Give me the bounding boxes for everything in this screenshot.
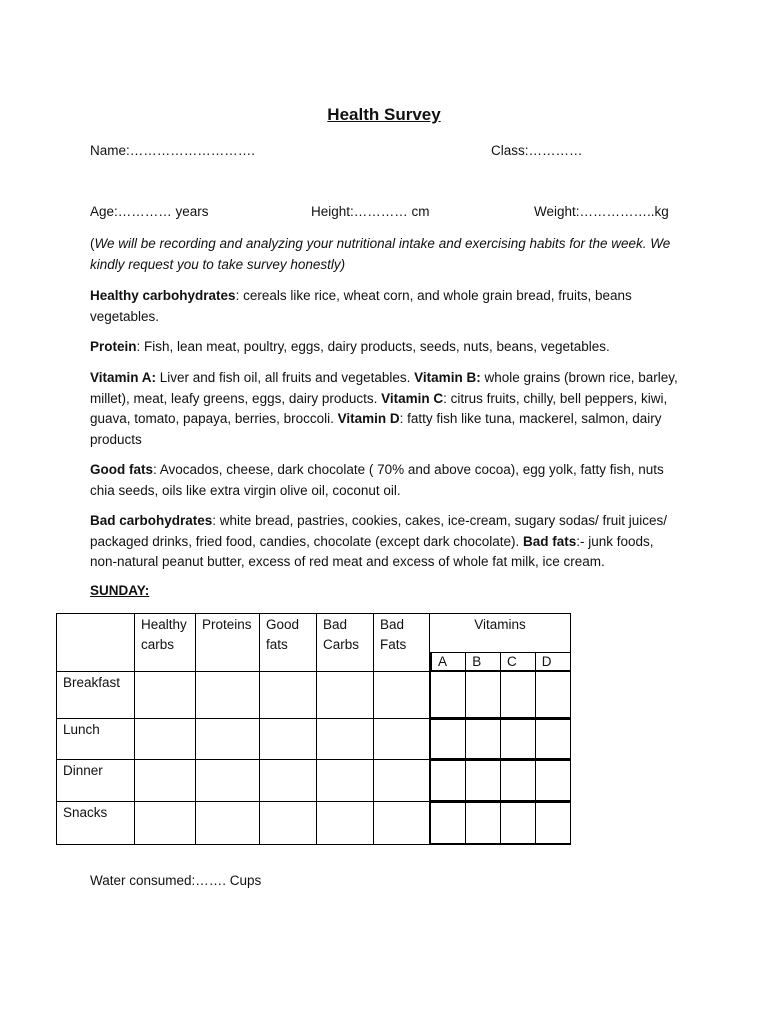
header-label: Bad Carbs xyxy=(323,617,360,652)
nutrition-table xyxy=(56,613,571,845)
row-label-lunch xyxy=(57,719,135,760)
table-cell[interactable] xyxy=(374,672,430,719)
header-healthy-carbs xyxy=(135,614,196,672)
table-cell[interactable] xyxy=(196,802,260,845)
vitamin-d-text: : fatty fish like tuna, mackerel, salmon, dairy products xyxy=(90,411,662,447)
vitamin-b-label: Vitamin B: xyxy=(414,370,481,385)
intro-text: We will be recording and analyzing your nutritional intake and exercising habits for the week. We kindly request you to take survey honestly) xyxy=(90,236,671,272)
vitamin-d-label: Vitamin D xyxy=(337,411,400,426)
vitamin-cell-a[interactable] xyxy=(431,761,466,801)
row-label: Snacks xyxy=(63,805,108,820)
table-cell[interactable] xyxy=(135,760,196,802)
vitamin-cell-a[interactable] xyxy=(431,672,466,718)
vitamin-col-label: C xyxy=(507,654,517,669)
table-cell[interactable] xyxy=(135,802,196,845)
vitamin-cell-b[interactable] xyxy=(465,761,500,801)
table-cell[interactable] xyxy=(317,760,374,802)
vitamin-c-text: : citrus fruits, chilly, bell peppers, kiwi, guava, tomato, papaya, berries, broccoli. xyxy=(90,390,668,426)
healthy-carbs-text: : cereals like rice, wheat corn, and whole grain bread, fruits, beans vegetables. xyxy=(90,288,632,324)
table-row xyxy=(57,760,571,802)
table-cell[interactable] xyxy=(260,672,317,719)
row-label: Breakfast xyxy=(63,675,121,690)
header-label: Proteins xyxy=(202,617,252,632)
intro-paragraph xyxy=(90,234,680,275)
header-proteins xyxy=(196,614,260,672)
vitamin-cell-b[interactable] xyxy=(465,803,500,844)
vitamin-col-label: B xyxy=(472,654,482,669)
vitamin-cells xyxy=(430,719,571,760)
header-bad-carbs xyxy=(317,614,374,672)
vitamin-col-label: A xyxy=(438,654,448,669)
name-field: Name:………………………. xyxy=(90,143,256,158)
table-cell[interactable] xyxy=(196,760,260,802)
good-fats-text: : Avocados, cheese, dark chocolate ( 70% and above cocoa), egg yolk, fatty fish, nuts chia seeds, oils like extra virgin olive oil, coconut oil. xyxy=(90,462,664,498)
vitamin-cell-c[interactable] xyxy=(500,761,535,801)
header-good-fats xyxy=(260,614,317,672)
vitamin-col-b xyxy=(466,653,501,671)
table-cell[interactable] xyxy=(135,672,196,719)
height-field: Height:………… cm xyxy=(311,204,430,219)
row-label-dinner xyxy=(57,760,135,802)
vitamin-cell-c[interactable] xyxy=(500,720,535,759)
good-fats-paragraph xyxy=(90,460,680,501)
vitamin-c-label: Vitamin C xyxy=(381,390,444,406)
vitamins-header-label: Vitamins xyxy=(474,617,526,632)
table-cell[interactable] xyxy=(196,672,260,719)
row-label: Lunch xyxy=(63,722,100,737)
row-label: Dinner xyxy=(63,763,103,778)
vitamins-paragraph xyxy=(90,368,680,450)
healthy-carbs-paragraph xyxy=(90,286,680,327)
row-label-snacks xyxy=(57,802,135,845)
table-cell[interactable] xyxy=(260,760,317,802)
vitamin-cell-c[interactable] xyxy=(500,672,535,718)
bad-foods-paragraph xyxy=(90,511,680,573)
table-row xyxy=(57,719,571,760)
vitamin-cells xyxy=(430,672,571,719)
table-cell[interactable] xyxy=(374,760,430,802)
protein-label: Protein xyxy=(90,339,137,354)
header-label: Good fats xyxy=(266,617,300,652)
bad-fats-label: Bad fats xyxy=(523,533,577,549)
table-cell[interactable] xyxy=(374,719,430,760)
table-cell[interactable] xyxy=(135,719,196,760)
table-corner-cell xyxy=(57,614,135,672)
vitamin-b-text: whole grains (brown rice, barley, millet), meat, leafy greens, eggs, dairy products. xyxy=(90,370,678,406)
vitamin-cell-a[interactable] xyxy=(431,720,466,759)
vitamin-col-c xyxy=(501,653,536,671)
age-field: Age:………… years xyxy=(90,204,209,219)
bad-carbs-label: Bad carbohydrates xyxy=(90,513,213,528)
vitamin-cells xyxy=(430,760,571,802)
table-cell[interactable] xyxy=(374,802,430,845)
vitamin-subheader xyxy=(430,652,570,671)
table-cell[interactable] xyxy=(317,719,374,760)
table-row xyxy=(57,802,571,845)
protein-paragraph xyxy=(90,337,680,358)
vitamin-cell-c[interactable] xyxy=(500,803,535,844)
vitamin-cells xyxy=(430,802,571,845)
vitamin-cell-b[interactable] xyxy=(465,720,500,759)
vitamin-cell-b[interactable] xyxy=(465,672,500,718)
table-cell[interactable] xyxy=(196,719,260,760)
table-header-row xyxy=(57,614,571,672)
page-title: Health Survey xyxy=(327,105,441,124)
header-label: Healthy carbs xyxy=(141,617,187,652)
water-consumed-field: Water consumed:……. Cups xyxy=(90,873,262,888)
row-label-breakfast xyxy=(57,672,135,719)
healthy-carbs-label: Healthy carbohydrates xyxy=(90,288,236,303)
vitamin-col-label: D xyxy=(541,654,552,669)
intro-open-paren: ( xyxy=(90,236,95,251)
table-row xyxy=(57,672,571,719)
vitamin-cell-d[interactable] xyxy=(535,672,570,718)
vitamin-col-a xyxy=(431,653,466,671)
header-label: Bad Fats xyxy=(380,617,407,652)
vitamin-cell-a[interactable] xyxy=(431,803,466,844)
header-bad-fats xyxy=(374,614,430,672)
vitamin-cell-d[interactable] xyxy=(535,803,570,844)
header-vitamins xyxy=(430,614,571,672)
day-heading: SUNDAY: xyxy=(90,583,150,598)
vitamin-cell-d[interactable] xyxy=(535,761,570,801)
vitamin-col-d xyxy=(535,653,570,671)
bad-fats-text: :- junk foods, non-natural peanut butter, excess of red meat and excess of whole fat milk, ice cream. xyxy=(90,533,654,569)
class-field: Class:………… xyxy=(491,143,583,158)
table-cell[interactable] xyxy=(317,672,374,719)
vitamin-a-label: Vitamin A: xyxy=(90,370,157,385)
table-cell[interactable] xyxy=(260,802,317,845)
vitamin-cell-d[interactable] xyxy=(535,720,570,759)
weight-field: Weight:……………..kg xyxy=(534,204,669,219)
good-fats-label: Good fats xyxy=(90,462,153,477)
table-cell[interactable] xyxy=(317,802,374,845)
vitamin-a-text: Liver and fish oil, all fruits and vegetables. xyxy=(156,370,415,385)
bad-carbs-text: : white bread, pastries, cookies, cakes, ice-cream, sugary sodas/ fruit juices/ packaged drinks, fried food, candies, chocolate (except dark chocolate). xyxy=(90,513,667,549)
table-cell[interactable] xyxy=(260,719,317,760)
protein-text: : Fish, lean meat, poultry, eggs, dairy products, seeds, nuts, beans, vegetables. xyxy=(136,339,610,354)
